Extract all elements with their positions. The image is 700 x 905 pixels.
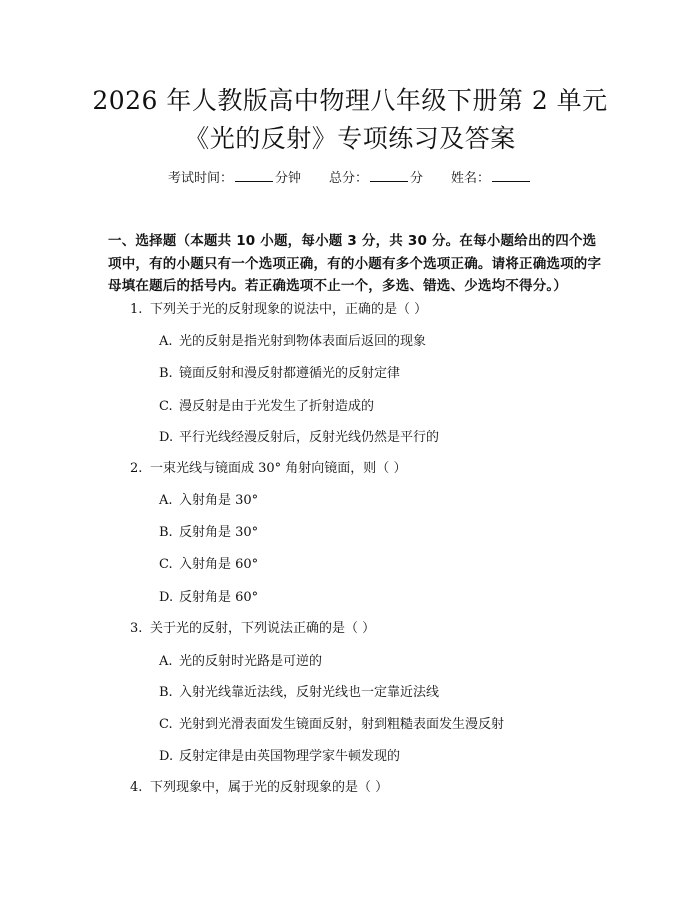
option-text: 漫反射是由于光发生了折射造成的 bbox=[179, 399, 375, 414]
document-title-line-1: 2026 年人教版高中物理八年级下册第 2 单元 bbox=[92, 86, 608, 115]
question-2-option-b bbox=[159, 524, 258, 542]
question-1 bbox=[130, 301, 427, 319]
option-letter: D. bbox=[159, 590, 174, 605]
exam-time-blank bbox=[235, 167, 273, 182]
option-text: 平行光线经漫反射后，反射光线仍然是平行的 bbox=[179, 430, 440, 445]
option-letter: A. bbox=[159, 493, 173, 508]
option-text: 镜面反射和漫反射都遵循光的反射定律 bbox=[179, 366, 401, 381]
question-2-option-a bbox=[159, 492, 258, 510]
question-stem: 下列关于光的反射现象的说法中，正确的是（ ） bbox=[150, 302, 428, 317]
document-title-line-2: 《光的反射》专项练习及答案 bbox=[184, 124, 516, 153]
question-number: 4. bbox=[130, 780, 143, 795]
question-stem: 下列现象中，属于光的反射现象的是（ ） bbox=[150, 780, 389, 795]
question-1-option-b bbox=[159, 365, 400, 383]
option-text: 反射角是 60° bbox=[179, 590, 259, 605]
exam-time-unit: 分钟 bbox=[274, 171, 301, 186]
name-label: 姓名： bbox=[451, 171, 491, 186]
question-3 bbox=[130, 620, 375, 638]
question-stem: 一束光线与镜面成 30° 角射向镜面，则（ ） bbox=[150, 461, 407, 476]
exam-time-label: 考试时间： bbox=[167, 171, 233, 186]
question-2-option-c bbox=[159, 556, 258, 574]
option-letter: D. bbox=[159, 749, 174, 764]
name-blank bbox=[492, 167, 530, 182]
question-4 bbox=[130, 779, 388, 797]
total-score-field bbox=[329, 167, 423, 189]
question-number: 1. bbox=[130, 302, 143, 317]
option-text: 入射角是 30° bbox=[179, 493, 259, 508]
question-1-option-a bbox=[159, 333, 426, 351]
option-text: 入射角是 60° bbox=[179, 557, 259, 572]
question-3-option-c bbox=[159, 716, 504, 734]
section-1-header: 一、选择题（本题共 10 小题，每小题 3 分，共 30 分。在每小题给出的四个选项中，有的小题只有一个选项正确，有的小题有多个选项正确。请将正确选项的字母填在题后的括号内。若正确选项不止一个，多选、错选、少选均不得分。） bbox=[108, 233, 602, 294]
option-text: 光的反射是指光射到物体表面后返回的现象 bbox=[179, 334, 427, 349]
option-letter: A. bbox=[159, 654, 173, 669]
total-score-blank bbox=[370, 167, 408, 182]
option-text: 反射定律是由英国物理学家牛顿发现的 bbox=[179, 749, 401, 764]
question-3-option-b bbox=[159, 684, 439, 702]
option-letter: A. bbox=[159, 334, 173, 349]
option-letter: B. bbox=[159, 366, 173, 381]
option-letter: B. bbox=[159, 525, 173, 540]
option-letter: C. bbox=[159, 557, 173, 572]
option-text: 入射光线靠近法线，反射光线也一定靠近法线 bbox=[179, 685, 440, 700]
exam-info-row bbox=[0, 167, 700, 189]
total-score-unit: 分 bbox=[410, 171, 424, 186]
total-score-label: 总分： bbox=[328, 171, 368, 186]
question-number: 3. bbox=[130, 621, 143, 636]
option-text: 光的反射时光路是可逆的 bbox=[179, 654, 323, 669]
option-letter: C. bbox=[159, 399, 173, 414]
option-text: 反射角是 30° bbox=[179, 525, 259, 540]
question-1-option-c bbox=[159, 398, 374, 416]
option-letter: C. bbox=[159, 717, 173, 732]
question-3-option-a bbox=[159, 653, 322, 671]
question-2 bbox=[130, 460, 406, 478]
option-letter: D. bbox=[159, 430, 174, 445]
option-text: 光射到光滑表面发生镜面反射，射到粗糙表面发生漫反射 bbox=[179, 717, 505, 732]
question-2-option-d bbox=[159, 589, 258, 607]
exam-time-field bbox=[168, 167, 301, 189]
name-field bbox=[451, 167, 532, 189]
option-letter: B. bbox=[159, 685, 173, 700]
question-3-option-d bbox=[159, 748, 400, 766]
question-number: 2. bbox=[130, 461, 143, 476]
question-1-option-d bbox=[159, 429, 439, 447]
question-stem: 关于光的反射，下列说法正确的是（ ） bbox=[150, 621, 376, 636]
